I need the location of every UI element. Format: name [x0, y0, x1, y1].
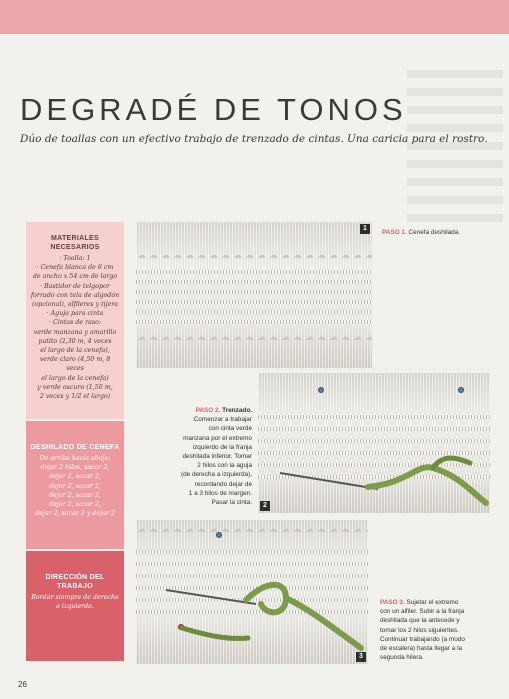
materials-line: 2 veces y 1/2 el largo)	[39, 393, 111, 401]
materials-line: patito (2,30 m, 4 veces	[38, 337, 112, 345]
step-3-photo	[136, 520, 368, 664]
materials-line: · Cenefa blanca de 6 cm	[36, 264, 114, 272]
deshilado-heading: DESHILADO DE CENEFA	[30, 444, 120, 451]
step-3-line: segunda hilera.	[380, 654, 424, 662]
step-3-caption	[380, 598, 506, 662]
step-2-line: (de derecha a izquierda),	[180, 471, 252, 479]
materials-line: · Cintas de raso:	[48, 319, 102, 327]
direccion-instructions	[30, 593, 120, 611]
step-2-caption	[156, 406, 252, 507]
bleed-through-ghost-text	[407, 60, 503, 300]
page-title: DEGRADÉ DE TONOS	[20, 92, 407, 127]
direccion-line: a izquierda.	[56, 603, 94, 611]
step-3-line: con un alfiler. Subir a la franja	[380, 608, 465, 616]
scalloped-hem-top	[136, 252, 372, 258]
step-1-label: PASO 1.	[382, 229, 407, 236]
step-3-number-badge: 3	[356, 652, 366, 662]
deshilado-line: dejar 2, sacar 2 y dejar 2	[35, 510, 115, 518]
step-2-line: con cinta verde	[208, 425, 252, 433]
drawn-thread-band	[136, 280, 372, 284]
materials-line: el largo de la cenefa),	[40, 347, 110, 355]
drawn-thread-band	[136, 290, 372, 294]
step-2-instructions	[156, 415, 252, 507]
ribbon-needle-illustration	[136, 520, 368, 664]
materials-line: (opcional), alfileres y tijera	[31, 301, 119, 309]
step-2-line: recordando dejar de	[194, 480, 252, 488]
materials-line: el largo de la cenefa)	[41, 374, 109, 382]
step-2-line: Pasar la cinta.	[211, 499, 252, 507]
decorative-top-band	[0, 0, 509, 34]
drawn-thread-band	[136, 270, 372, 274]
scalloped-hem-bottom	[136, 334, 372, 340]
step-3-label: PASO 3.	[380, 599, 405, 606]
direccion-line: Bordar siempre de derecha	[31, 594, 119, 601]
direccion-panel	[26, 551, 124, 661]
step-3-line: de escalera) hasta llegar a la	[380, 645, 463, 653]
drawn-thread-band	[136, 300, 372, 304]
materials-list	[30, 254, 120, 401]
materials-line: forrado con tela de algodón	[30, 291, 120, 299]
materials-line: · Toalla: 1	[59, 255, 91, 262]
ribbon-needle-illustration	[258, 373, 490, 513]
deshilado-line: dejar 2 hilos, sacar 2,	[40, 464, 110, 472]
step-3-instructions	[380, 607, 506, 662]
materials-line: · Aguja para cinta	[46, 310, 104, 318]
materials-line: y verde oscuro (1,50 m,	[37, 383, 113, 391]
step-2-line: manzana por el extremo	[183, 434, 252, 442]
deshilado-line: dejar 2, sacar 2,	[49, 482, 101, 490]
step-3-line: tomar los 2 hilos siguientes.	[380, 626, 459, 634]
deshilado-panel	[26, 421, 124, 549]
step-2-line: deshilada inferior. Tomar	[182, 453, 252, 461]
step-2-line: 2 hilos con la aguja	[197, 462, 252, 470]
materials-heading: MATERIALES NECESARIOS	[50, 235, 100, 251]
step-2-number-badge: 2	[260, 501, 270, 511]
drawn-thread-band	[136, 320, 372, 324]
materials-line: de ancho x 54 cm de largo	[32, 273, 118, 281]
deshilado-instructions	[30, 454, 120, 518]
deshilado-line: dejar 2, sacar 2,	[49, 491, 101, 499]
deshilado-line: De arriba hacia abajo:	[39, 455, 111, 462]
materials-line: verde claro (4,50 m, 8 veces	[39, 356, 111, 373]
scalloped-edge	[0, 29, 509, 39]
page-subtitle: Dúo de toallas con un efectivo trabajo de trenzado de cintas. Una caricia para el rostro.	[20, 133, 488, 145]
direccion-heading: DIRECCIÓN DEL TRABAJO	[45, 574, 105, 590]
deshilado-line: dejar 2, sacar 2,	[49, 473, 101, 481]
step-1-caption	[382, 228, 502, 237]
step-3-line: deshilada que la antecede y	[380, 617, 460, 625]
drawn-thread-band	[136, 310, 372, 314]
step-2-line: izquierdo de la franja	[192, 443, 252, 451]
materials-line: · Bastidor de telgopor	[40, 282, 110, 290]
step-3-text: Sujetar el extremo	[406, 599, 459, 606]
step-3-line: Continuar trabajando (a modo	[380, 635, 465, 643]
deshilado-line: dejar 2, sacar 2,	[49, 501, 101, 509]
materials-panel	[26, 222, 124, 419]
step-2-label: PASO 2.	[195, 407, 221, 414]
materials-line: verde manzana y amarillo	[33, 328, 117, 336]
step-1-photo	[136, 222, 372, 368]
step-1-number-badge: 1	[360, 224, 370, 234]
step-2-line: 1 a 3 hilos de margen.	[188, 489, 252, 497]
step-2-line: Comenzar a trabajar	[193, 416, 252, 424]
step-2-photo	[258, 373, 490, 513]
step-2-text: Trenzado.	[222, 407, 252, 414]
page-number: 26	[18, 680, 27, 689]
step-1-text: Cenefa deshilada.	[408, 229, 461, 236]
